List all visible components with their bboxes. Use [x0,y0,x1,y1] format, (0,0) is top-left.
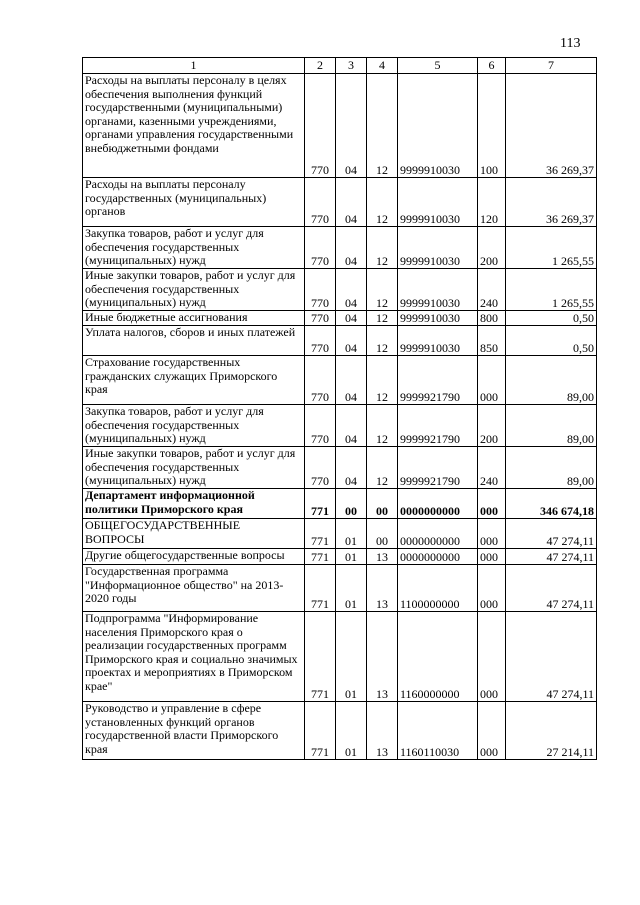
amount-cell: 0,50 [506,326,597,356]
subsection-cell: 12 [367,227,398,269]
expense-kind-cell: 850 [478,326,506,356]
section-cell: 01 [336,612,367,702]
table-row [83,519,597,549]
subsection-cell: 12 [367,326,398,356]
target-article-cell: 9999910030 [398,74,478,178]
expense-kind-cell: 000 [478,356,506,405]
amount-cell: 36 269,37 [506,178,597,227]
table-row [83,447,597,489]
expense-kind-cell: 000 [478,612,506,702]
row-name-cell: Расходы на выплаты персоналу в целях обеспечения выполнения функций государственными (муниципальными) органами, казенными учреждениями, органами управления государственными внебюджетными фондами [83,74,305,178]
section-cell: 01 [336,549,367,565]
target-article-cell: 1160000000 [398,612,478,702]
subsection-cell: 00 [367,489,398,519]
amount-cell: 47 274,11 [506,612,597,702]
code-cell: 770 [305,356,336,405]
section-cell: 00 [336,489,367,519]
expense-kind-cell: 800 [478,311,506,326]
target-article-cell: 0000000000 [398,519,478,549]
section-cell: 04 [336,227,367,269]
expense-kind-cell: 000 [478,702,506,760]
row-name-cell: Закупка товаров, работ и услуг для обеспечения государственных (муниципальных) нужд [83,405,305,447]
subsection-cell: 12 [367,269,398,311]
row-name-cell: Подпрограмма "Информирование населения Приморского края о реализации государственных программ Приморского края и социально значимых проектах и мероприятиях в Приморском крае" [83,612,305,702]
target-article-cell: 0000000000 [398,549,478,565]
target-article-cell: 9999921790 [398,447,478,489]
code-cell: 771 [305,612,336,702]
page-number: 113 [560,36,581,51]
table-row [83,702,597,760]
target-article-cell: 9999910030 [398,326,478,356]
table-row [83,74,597,178]
row-name-cell: Уплата налогов, сборов и иных платежей [83,326,305,356]
table-row [83,269,597,311]
table-row [83,549,597,565]
subsection-cell: 00 [367,519,398,549]
code-cell: 770 [305,405,336,447]
code-cell: 771 [305,702,336,760]
target-article-cell: 0000000000 [398,489,478,519]
expense-kind-cell: 100 [478,74,506,178]
target-article-cell: 9999921790 [398,405,478,447]
row-name-cell: Закупка товаров, работ и услуг для обеспечения государственных (муниципальных) нужд [83,227,305,269]
subsection-cell: 12 [367,405,398,447]
code-cell: 770 [305,227,336,269]
expense-kind-cell: 000 [478,549,506,565]
subsection-cell: 12 [367,447,398,489]
amount-cell: 89,00 [506,447,597,489]
section-cell: 01 [336,565,367,612]
column-number: 4 [367,58,398,74]
section-cell: 04 [336,356,367,405]
table-row [83,405,597,447]
column-number: 7 [506,58,597,74]
section-cell: 04 [336,178,367,227]
column-number: 6 [478,58,506,74]
table-row [83,326,597,356]
expense-kind-cell: 000 [478,519,506,549]
subsection-cell: 13 [367,549,398,565]
target-article-cell: 9999910030 [398,311,478,326]
amount-cell: 1 265,55 [506,269,597,311]
expense-kind-cell: 200 [478,227,506,269]
target-article-cell: 1100000000 [398,565,478,612]
column-number: 5 [398,58,478,74]
column-number: 1 [83,58,305,74]
row-name-cell: Иные закупки товаров, работ и услуг для обеспечения государственных (муниципальных) нужд [83,269,305,311]
expense-kind-cell: 200 [478,405,506,447]
column-number: 2 [305,58,336,74]
table-row [83,612,597,702]
target-article-cell: 9999921790 [398,356,478,405]
code-cell: 771 [305,489,336,519]
subsection-cell: 13 [367,565,398,612]
section-cell: 01 [336,519,367,549]
section-cell: 04 [336,447,367,489]
code-cell: 771 [305,549,336,565]
column-number-row [83,58,597,74]
target-article-cell: 9999910030 [398,269,478,311]
table-row [83,356,597,405]
subsection-cell: 12 [367,178,398,227]
section-cell: 01 [336,702,367,760]
section-cell: 04 [336,269,367,311]
code-cell: 770 [305,269,336,311]
code-cell: 770 [305,447,336,489]
code-cell: 771 [305,565,336,612]
subsection-cell: 12 [367,311,398,326]
section-cell: 04 [336,405,367,447]
amount-cell: 346 674,18 [506,489,597,519]
target-article-cell: 9999910030 [398,178,478,227]
code-cell: 771 [305,519,336,549]
amount-cell: 1 265,55 [506,227,597,269]
code-cell: 770 [305,74,336,178]
code-cell: 770 [305,178,336,227]
table-row [83,178,597,227]
row-name-cell: Департамент информационной политики Приморского края [83,489,305,519]
target-article-cell: 9999910030 [398,227,478,269]
row-name-cell: Страхование государственных гражданских служащих Приморского края [83,356,305,405]
row-name-cell: Иные бюджетные ассигнования [83,311,305,326]
section-cell: 04 [336,311,367,326]
table-row [83,489,597,519]
amount-cell: 47 274,11 [506,549,597,565]
subsection-cell: 13 [367,612,398,702]
expense-kind-cell: 120 [478,178,506,227]
amount-cell: 36 269,37 [506,74,597,178]
subsection-cell: 12 [367,74,398,178]
amount-cell: 47 274,11 [506,519,597,549]
table-row [83,227,597,269]
budget-table [82,57,597,760]
expense-kind-cell: 240 [478,269,506,311]
expense-kind-cell: 000 [478,489,506,519]
section-cell: 04 [336,326,367,356]
row-name-cell: ОБЩЕГОСУДАРСТВЕННЫЕ ВОПРОСЫ [83,519,305,549]
row-name-cell: Расходы на выплаты персоналу государственных (муниципальных) органов [83,178,305,227]
row-name-cell: Государственная программа "Информационное общество" на 2013-2020 годы [83,565,305,612]
row-name-cell: Иные закупки товаров, работ и услуг для обеспечения государственных (муниципальных) нужд [83,447,305,489]
amount-cell: 27 214,11 [506,702,597,760]
expense-kind-cell: 000 [478,565,506,612]
amount-cell: 89,00 [506,356,597,405]
amount-cell: 0,50 [506,311,597,326]
code-cell: 770 [305,326,336,356]
table-row [83,311,597,326]
row-name-cell: Другие общегосударственные вопросы [83,549,305,565]
subsection-cell: 12 [367,356,398,405]
section-cell: 04 [336,74,367,178]
amount-cell: 47 274,11 [506,565,597,612]
column-number: 3 [336,58,367,74]
table-row [83,565,597,612]
target-article-cell: 1160110030 [398,702,478,760]
expense-kind-cell: 240 [478,447,506,489]
row-name-cell: Руководство и управление в сфере установленных функций органов государственной власти Приморского края [83,702,305,760]
subsection-cell: 13 [367,702,398,760]
code-cell: 770 [305,311,336,326]
amount-cell: 89,00 [506,405,597,447]
